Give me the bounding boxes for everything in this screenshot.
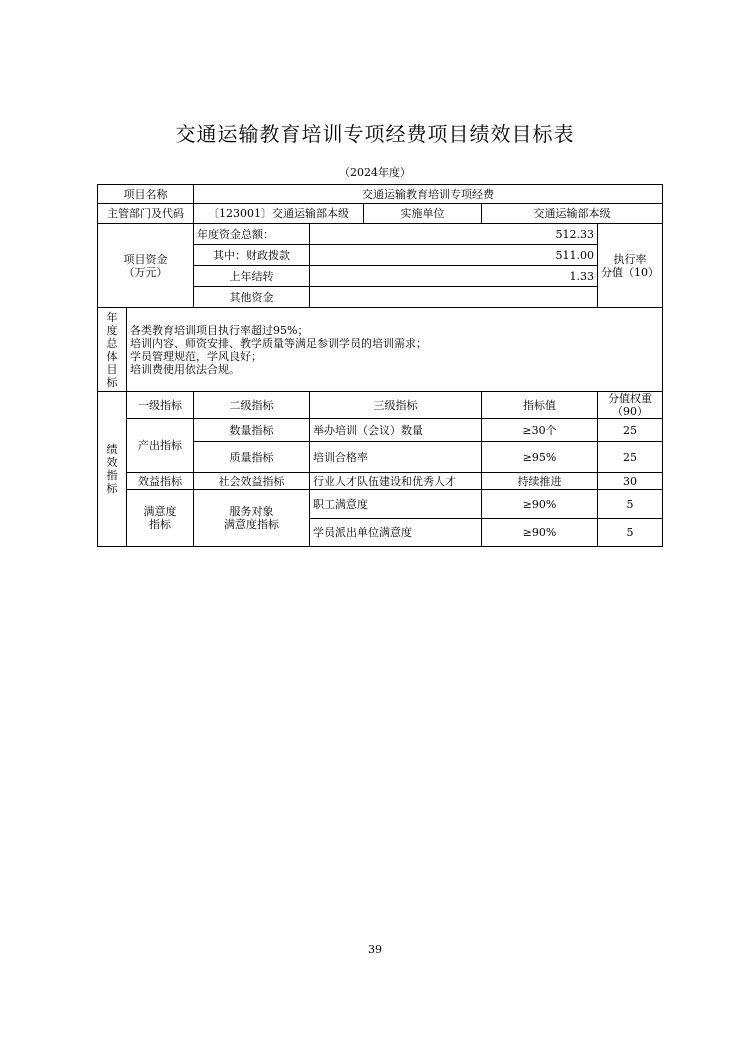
row-level3: 举办培训（会议）数量 [310, 419, 482, 442]
department-value: 〔123001〕交通运输部本级 [194, 204, 364, 224]
benefit-indicator-label: 效益指标 [127, 473, 194, 490]
goal-line: 学员管理规范，学风良好； [130, 349, 262, 363]
service-object-label [194, 490, 310, 547]
document-title: 交通运输教育培训专项经费项目绩效目标表 [175, 122, 575, 146]
annual-goal-char: 年 [106, 310, 118, 324]
annual-goal-char: 总 [106, 336, 118, 350]
row-level2: 质量指标 [194, 442, 310, 473]
satisfaction-line2: 指标 [149, 518, 171, 531]
annual-goal-char: 目 [106, 362, 118, 376]
row-level2: 社会效益指标 [194, 473, 310, 490]
funds-carryover-value: 1.33 [310, 266, 598, 287]
execution-rate-line2: 分值（10） [601, 265, 659, 279]
row-level2: 数量指标 [194, 419, 310, 442]
funds-fiscal-value: 511.00 [310, 245, 598, 266]
execution-rate-label [598, 224, 663, 308]
row-weight: 25 [598, 442, 663, 473]
row-weight: 5 [598, 519, 663, 547]
implementing-unit-value: 交通运输部本级 [482, 204, 663, 224]
indicators-char: 效 [106, 456, 118, 469]
annual-goal-char: 体 [106, 349, 118, 363]
header-weight-line1: 分值权重 [608, 392, 652, 405]
indicators-label [98, 392, 127, 547]
header-weight [598, 392, 663, 419]
funds-other-value [310, 287, 598, 308]
row-value: 持续推进 [482, 473, 598, 490]
output-indicator-label: 产出指标 [127, 419, 194, 473]
header-level3: 三级指标 [310, 392, 482, 419]
funds-label-line2: （万元） [123, 265, 168, 279]
project-name-label: 项目名称 [98, 185, 194, 204]
service-line1: 服务对象 [229, 505, 274, 518]
indicators-char: 绩 [106, 443, 118, 456]
funds-label [98, 224, 194, 308]
header-level2: 二级指标 [194, 392, 310, 419]
header-weight-line2: （90） [612, 405, 648, 418]
page-number: 39 [368, 943, 382, 956]
row-value: ≥90% [482, 490, 598, 519]
execution-rate-line1: 执行率 [613, 252, 647, 266]
row-level3: 培训合格率 [310, 442, 482, 473]
document-subtitle: （2024年度） [339, 166, 411, 179]
row-level3: 学员派出单位满意度 [310, 519, 482, 547]
project-name-value: 交通运输教育培训专项经费 [194, 185, 663, 204]
row-level3: 职工满意度 [310, 490, 482, 519]
performance-target-table [97, 184, 663, 547]
annual-goal-label [98, 308, 127, 392]
annual-goal-char: 标 [106, 375, 118, 389]
department-label: 主管部门及代码 [98, 204, 194, 224]
goal-line: 培训费使用依法合规。 [130, 362, 240, 376]
funds-other-label: 其他资金 [194, 287, 310, 308]
goal-line: 各类教育培训项目执行率超过95%； [130, 323, 309, 337]
row-level3: 行业人才队伍建设和优秀人才 [310, 473, 482, 490]
funds-label-line1: 项目资金 [123, 252, 168, 266]
header-value: 指标值 [482, 392, 598, 419]
funds-total-value: 512.33 [310, 224, 598, 245]
satisfaction-line1: 满意度 [143, 505, 177, 518]
row-value: ≥90% [482, 519, 598, 547]
implementing-unit-label: 实施单位 [364, 204, 482, 224]
row-value: ≥95% [482, 442, 598, 473]
annual-goal-char: 度 [106, 323, 118, 337]
row-weight: 5 [598, 490, 663, 519]
indicators-char: 标 [106, 482, 118, 495]
funds-total-label: 年度资金总额： [194, 224, 310, 245]
header-level1: 一级指标 [127, 392, 194, 419]
annual-goal-content [127, 308, 663, 392]
row-value: ≥30个 [482, 419, 598, 442]
goal-line: 培训内容、师资安排、教学质量等满足参训学员的培训需求； [130, 336, 427, 350]
service-line2: 满意度指标 [224, 518, 279, 531]
funds-carryover-label: 上年结转 [194, 266, 310, 287]
row-weight: 30 [598, 473, 663, 490]
row-weight: 25 [598, 419, 663, 442]
funds-fiscal-label: 其中：财政拨款 [194, 245, 310, 266]
satisfaction-indicator-label [127, 490, 194, 547]
indicators-char: 指 [106, 469, 118, 482]
